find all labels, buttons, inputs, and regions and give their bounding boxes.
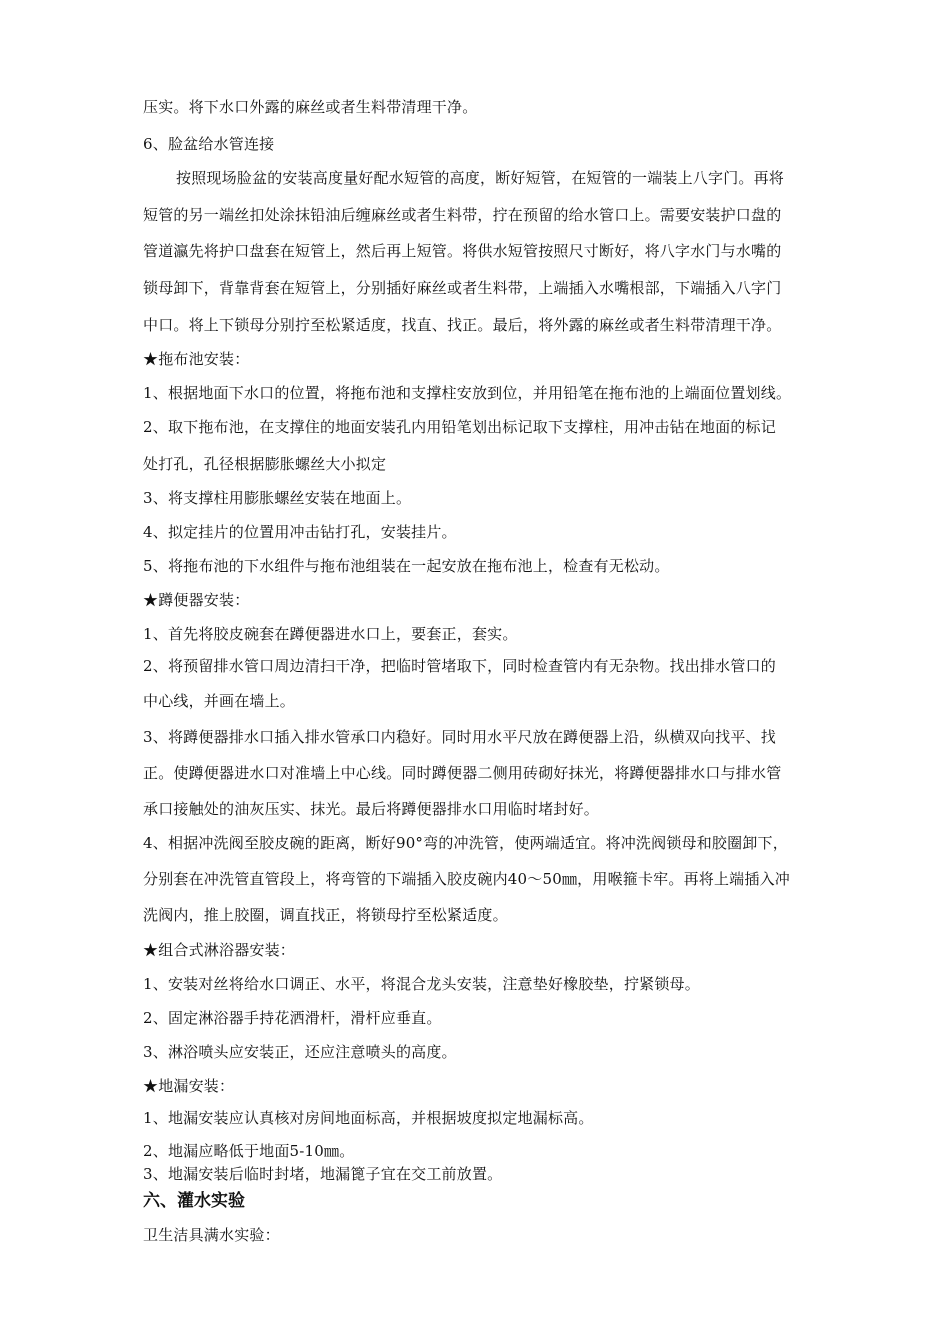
text-line: 5、将拖布池的下水组件与拖布池组装在一起安放在拖布池上，检查有无松动。 [143,557,670,575]
subheading-shower: ★组合式淋浴器安装： [143,941,296,959]
text-line: 1、首先将胶皮碗套在蹲便器进水口上，要套正，套实。 [143,625,518,643]
text-line: 锁母卸下，背靠背套在短管上，分别插好麻丝或者生料带，上端插入水嘴根部，下端插入八字门 [143,279,782,297]
text-line: 3、将蹲便器排水口插入排水管承口内稳好。同时用水平尺放在蹲便器上沿，纵横双向找平、找 [143,728,776,746]
subheading-mop-sink: ★拖布池安装： [143,350,250,368]
subheading-floor-drain: ★地漏安装： [143,1077,235,1095]
text-line: 3、将支撑柱用膨胀螺丝安装在地面上。 [143,489,412,507]
paragraph-line: 按照现场脸盆的安装高度量好配水短管的高度，断好短管，在短管的一端装上八字门。再将 [176,169,785,187]
text-line: 承口接触处的油灰压实、抹光。最后将蹲便器排水口用临时堵封好。 [143,800,600,818]
subheading-squat-toilet: ★蹲便器安装： [143,591,250,609]
text-line: 中口。将上下锁母分别拧至松紧适度，找直、找正。最后，将外露的麻丝或者生料带清理干净。 [143,316,782,334]
text-line: 2、将预留排水管口周边清扫干净，把临时管堵取下，同时检查管内有无杂物。找出排水管口的 [143,657,776,675]
text-line: 洗阀内，推上胶圈，调直找正，将锁母拧至松紧适度。 [143,906,508,924]
text-line: 2、取下拖布池，在支撑住的地面安装孔内用铅笔划出标记取下支撑柱，用冲击钻在地面的标记 [143,418,776,436]
section-heading: 六、灌水实验 [143,1191,245,1211]
text-line: 1、安装对丝将给水口调正、水平，将混合龙头安装，注意垫好橡胶垫，拧紧锁母。 [143,975,700,993]
text-line: 3、地漏安装后临时封堵，地漏篦子宜在交工前放置。 [143,1165,503,1183]
text-line: 4、拟定挂片的位置用冲击钻打孔，安装挂片。 [143,523,457,541]
text-line: 正。使蹲便器进水口对准墙上中心线。同时蹲便器二侧用砖砌好抹光，将蹲便器排水口与排水管 [143,764,782,782]
text-line: 1、根据地面下水口的位置，将拖布池和支撑柱安放到位，并用铅笔在拖布池的上端面位置划线。 [143,384,792,402]
text-line: 管道瀛先将护口盘套在短管上，然后再上短管。将供水短管按照尺寸断好，将八字水门与水嘴的 [143,242,782,260]
text-line: 3、淋浴喷头应安装正，还应注意喷头的高度。 [143,1043,457,1061]
text-line: 短管的另一端丝扣处涂抹铅油后缠麻丝或者生料带，拧在预留的给水管口上。需要安装护口盘的 [143,206,782,224]
text-line: 6、脸盆给水管连接 [143,135,275,153]
text-line: 1、地漏安装应认真核对房间地面标高，并根据坡度拟定地漏标高。 [143,1109,594,1127]
text-line: 压实。将下水口外露的麻丝或者生料带清理干净。 [143,98,478,116]
text-line: 卫生洁具满水实验： [143,1226,280,1244]
text-line: 中心线，并画在墙上。 [143,692,296,710]
text-line: 2、地漏应略低于地面5-10㎜。 [143,1142,355,1160]
text-line: 分别套在冲洗管直管段上，将弯管的下端插入胶皮碗内40～50㎜，用喉箍卡牢。再将上端插入冲 [143,870,790,888]
text-line: 处打孔，孔径根据膨胀螺丝大小拟定 [143,455,387,473]
text-line: 2、固定淋浴器手持花洒滑杆，滑杆应垂直。 [143,1009,442,1027]
text-line: 4、相据冲洗阀至胶皮碗的距离，断好90°弯的冲洗管，使两端适宜。将冲洗阀锁母和胶圈卸下， [143,834,788,852]
